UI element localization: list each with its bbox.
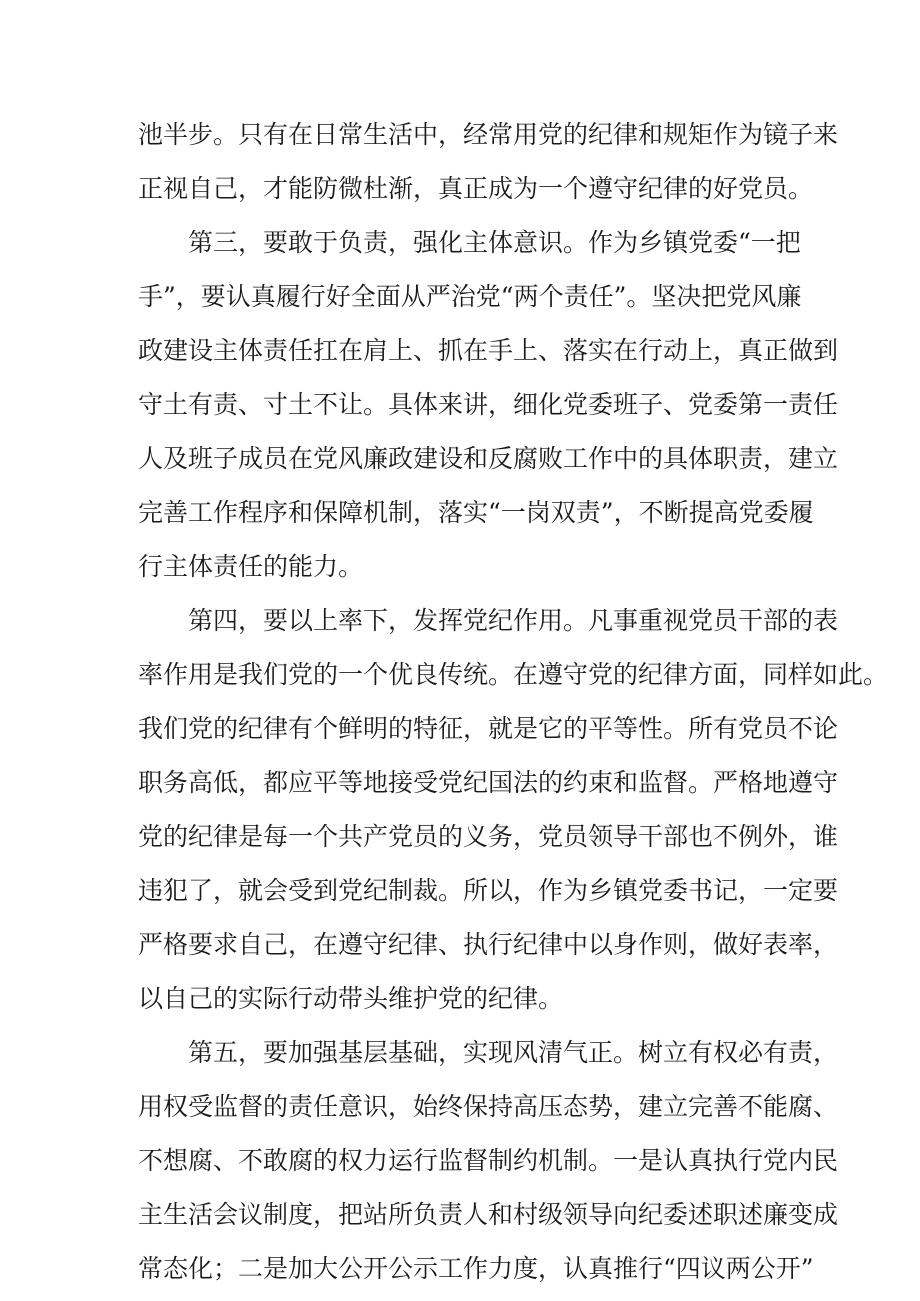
text-line: 用权受监督的责任意识，始终保持高压态势，建立完善不能腐、 (138, 1092, 839, 1121)
text-line: 率作用是我们党的一个优良传统。在遵守党的纪律方面，同样如此。 (138, 660, 889, 689)
text-line: 违犯了，就会受到党纪制裁。所以，作为乡镇党委书记，一定要 (138, 876, 839, 905)
text-line: 人及班子成员在党风廉政建设和反腐败工作中的具体职责，建立 (138, 444, 839, 473)
text-line: 完善工作程序和保障机制，落实“一岗双责”，不断提高党委履 (138, 498, 814, 527)
text-line: 池半步。只有在日常生活中，经常用党的纪律和规矩作为镜子来 (138, 120, 839, 149)
body-text (138, 108, 889, 1296)
paragraph-first-line: 第五，要加强基层基础，实现风清气正。树立有权必有责， (188, 1038, 839, 1067)
text-line: 守土有责、寸土不让。具体来讲，细化党委班子、党委第一责任 (138, 390, 839, 419)
text-line: 正视自己，才能防微杜渐，真正成为一个遵守纪律的好党员。 (138, 174, 814, 203)
text-line: 党的纪律是每一个共产党员的义务，党员领导干部也不例外，谁 (138, 822, 839, 851)
text-line: 以自己的实际行动带头维护党的纪律。 (138, 984, 564, 1013)
paragraph-first-line: 第四，要以上率下，发挥党纪作用。凡事重视党员干部的表 (188, 606, 839, 635)
text-line: 主生活会议制度，把站所负责人和村级领导向纪委述职述廉变成 (138, 1200, 839, 1229)
text-line: 行主体责任的能力。 (138, 552, 364, 581)
text-line: 职务高低，都应平等地接受党纪国法的约束和监督。严格地遵守 (138, 768, 839, 797)
text-line: 不想腐、不敢腐的权力运行监督制约机制。一是认真执行党内民 (138, 1146, 839, 1175)
paragraph-first-line: 第三，要敢于负责，强化主体意识。作为乡镇党委“一把 (188, 228, 801, 257)
text-line: 常态化；二是加大公开公示工作力度，认真推行“四议两公开” (138, 1254, 814, 1283)
text-line: 我们党的纪律有个鲜明的特征，就是它的平等性。所有党员不论 (138, 714, 839, 743)
text-line: 政建设主体责任扛在肩上、抓在手上、落实在行动上，真正做到 (138, 336, 839, 365)
text-line: 严格要求自己，在遵守纪律、执行纪律中以身作则，做好表率， (138, 930, 839, 959)
text-line: 手”，要认真履行好全面从严治党“两个责任”。坚决把党风廉 (138, 282, 802, 311)
